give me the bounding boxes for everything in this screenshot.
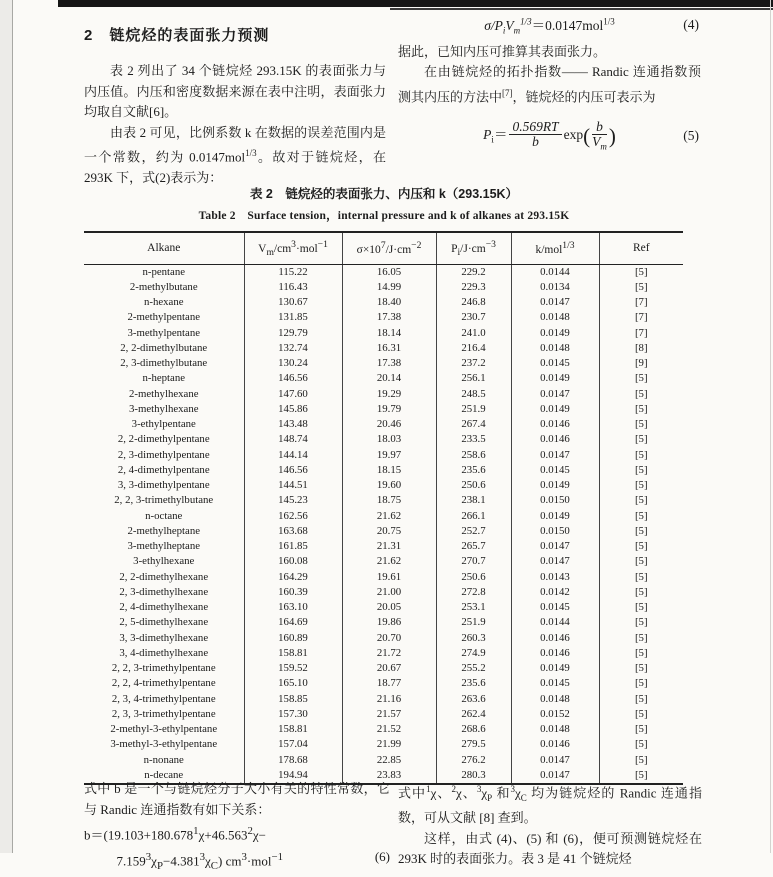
- value-cell: 0.0142: [511, 585, 599, 600]
- value-cell: 0.0149: [511, 478, 599, 493]
- value-cell: 272.8: [436, 585, 511, 600]
- value-cell: 19.29: [342, 387, 436, 402]
- alkane-cell: 3-methylpentane: [84, 326, 244, 341]
- ref-cell: [5]: [634, 723, 648, 735]
- equation-4: [398, 14, 701, 36]
- value-cell: 163.10: [244, 600, 342, 615]
- value-cell: 250.6: [436, 478, 511, 493]
- value-cell: 144.14: [244, 448, 342, 463]
- alkane-cell: 2, 4-dimethylhexane: [84, 600, 244, 615]
- value-cell: 0.0146: [511, 432, 599, 447]
- equation-6-text: $b=(19.103+180.678^1\chi+46.563^2\chi-$: [84, 825, 266, 843]
- value-cell: 16.05: [342, 264, 436, 280]
- alkane-cell: 2, 5-dimethylhexane: [84, 615, 244, 630]
- value-cell: 270.7: [436, 554, 511, 569]
- table-row: [84, 387, 683, 402]
- value-cell: 229.3: [436, 280, 511, 295]
- ref-cell: [9]: [634, 357, 648, 369]
- value-cell: 147.60: [244, 387, 342, 402]
- value-cell: 0.0148: [511, 341, 599, 356]
- value-cell: 148.74: [244, 432, 342, 447]
- ref-cell: [7]: [634, 311, 648, 324]
- value-cell: 20.67: [342, 661, 436, 676]
- value-cell: 0.0147: [511, 539, 599, 554]
- alkane-cell: 2, 2, 3-trimethylpentane: [84, 661, 244, 676]
- value-cell: 160.39: [244, 585, 342, 600]
- scan-artifact-right-edge: [770, 0, 771, 853]
- table-row: [84, 615, 683, 630]
- value-cell: 235.6: [436, 676, 511, 691]
- table-row: [84, 264, 683, 280]
- exp-function: exp: [563, 126, 584, 142]
- ref-cell: [5]: [634, 479, 648, 491]
- paragraph: 式中$^1$χ、$^2$χ、$^3\chi_P$ 和$^3\chi_C$ 均为链烷烃的 Randic 连通指数，可从文献 [8] 查到。: [398, 784, 702, 826]
- ref-cell: [7]: [634, 296, 648, 308]
- alkane-cell: 2, 2-dimethylpentane: [84, 432, 244, 447]
- alkane-cell: 3-methylhexane: [84, 402, 244, 417]
- ref-cell: [5]: [634, 585, 648, 598]
- ref-cell: [5]: [634, 707, 648, 720]
- table-row: [84, 463, 683, 478]
- value-cell: 19.79: [342, 402, 436, 417]
- alkane-cell: n-heptane: [84, 371, 244, 386]
- table-header: [84, 232, 683, 264]
- section-heading: 2 链烷烃的表面张力预测: [84, 27, 270, 44]
- value-cell: 0.0148: [511, 310, 599, 325]
- value-cell: 160.08: [244, 554, 342, 569]
- value-cell: 164.69: [244, 615, 342, 630]
- value-cell: 0.0147: [511, 448, 599, 463]
- ref-cell: [5]: [634, 616, 648, 629]
- value-cell: 146.56: [244, 371, 342, 386]
- ref-cell: [5]: [599, 768, 683, 784]
- fraction-denominator: $V_m$: [592, 134, 607, 153]
- value-cell: 20.05: [342, 600, 436, 615]
- alkane-cell: 2, 2-dimethylhexane: [84, 570, 244, 585]
- value-cell: 255.2: [436, 661, 511, 676]
- ref-cell: [5]: [634, 402, 648, 415]
- value-cell: 158.81: [244, 722, 342, 737]
- table-2-block: [84, 184, 684, 785]
- ref-cell: [5]: [634, 433, 648, 446]
- value-cell: 265.7: [436, 539, 511, 554]
- value-cell: 115.22: [244, 264, 342, 280]
- alkane-cell: 2, 3-dimethylbutane: [84, 356, 244, 371]
- table-row: [84, 326, 683, 341]
- ref-cell: [5]: [634, 448, 648, 461]
- value-cell: 263.6: [436, 692, 511, 707]
- value-cell: 158.85: [244, 692, 342, 707]
- alkane-cell: n-octane: [84, 509, 244, 524]
- value-cell: 251.9: [436, 615, 511, 630]
- value-cell: 0.0145: [511, 600, 599, 615]
- value-cell: 21.62: [342, 509, 436, 524]
- value-cell: 160.89: [244, 631, 342, 646]
- value-cell: 18.14: [342, 326, 436, 341]
- value-cell: 130.24: [244, 356, 342, 371]
- alkane-cell: n-decane: [84, 768, 244, 784]
- value-cell: 266.1: [436, 509, 511, 524]
- column-header: k/mol$^{1/3}$: [511, 232, 599, 264]
- equation-number: (5): [683, 128, 699, 144]
- value-cell: 145.23: [244, 493, 342, 508]
- table-row: [84, 524, 683, 539]
- value-cell: 161.85: [244, 539, 342, 554]
- value-cell: 17.38: [342, 310, 436, 325]
- alkane-data-table: [84, 231, 683, 785]
- value-cell: 241.0: [436, 326, 511, 341]
- alkane-cell: 3-ethylpentane: [84, 417, 244, 432]
- value-cell: 262.4: [436, 707, 511, 722]
- right-paren: ): [608, 123, 616, 148]
- equation-number: (6): [374, 849, 390, 865]
- equation-6-line1: [84, 820, 390, 846]
- ref-cell: [5]: [634, 677, 648, 690]
- alkane-cell: 3, 4-dimethylhexane: [84, 646, 244, 661]
- ref-cell: [5]: [634, 555, 648, 568]
- value-cell: 165.10: [244, 676, 342, 691]
- value-cell: 229.2: [436, 264, 511, 280]
- value-cell: 0.0147: [511, 753, 599, 768]
- value-cell: 20.75: [342, 524, 436, 539]
- value-cell: 0.0146: [511, 737, 599, 752]
- value-cell: 162.56: [244, 509, 342, 524]
- ref-cell: [8]: [634, 341, 648, 354]
- value-cell: 280.3: [436, 768, 511, 784]
- value-cell: 17.38: [342, 356, 436, 371]
- value-cell: 0.0149: [511, 509, 599, 524]
- equation-4-lhs: $\sigma/P_iV_m^{1/3}$: [484, 16, 532, 36]
- value-cell: 0.0150: [511, 493, 599, 508]
- alkane-cell: 2, 2, 3-trimethylbutane: [84, 493, 244, 508]
- value-cell: 260.3: [436, 631, 511, 646]
- table-row: [84, 661, 683, 676]
- scan-artifact-top-bar: [58, 0, 773, 7]
- value-cell: 21.00: [342, 585, 436, 600]
- value-cell: 279.5: [436, 737, 511, 752]
- value-cell: 248.5: [436, 387, 511, 402]
- table-row: [84, 310, 683, 325]
- table-row: [84, 646, 683, 661]
- value-cell: 18.15: [342, 463, 436, 478]
- table-row: [84, 554, 683, 569]
- table-row: [84, 737, 683, 752]
- value-cell: 233.5: [436, 432, 511, 447]
- table-row: [84, 692, 683, 707]
- value-cell: 0.0149: [511, 661, 599, 676]
- value-cell: 19.97: [342, 448, 436, 463]
- value-cell: 116.43: [244, 280, 342, 295]
- alkane-cell: 2, 4-dimethylpentane: [84, 463, 244, 478]
- table-row: [84, 676, 683, 691]
- alkane-cell: 2-methylbutane: [84, 280, 244, 295]
- value-cell: 21.62: [342, 554, 436, 569]
- value-cell: 0.0148: [511, 692, 599, 707]
- value-cell: 19.60: [342, 478, 436, 493]
- value-cell: 0.0134: [511, 280, 599, 295]
- table-caption-zh: 表 2 链烷烃的表面张力、内压和 k（293.15K）: [249, 187, 519, 201]
- ref-cell: [5]: [634, 509, 648, 522]
- value-cell: 20.46: [342, 417, 436, 432]
- value-cell: 0.0145: [511, 356, 599, 371]
- table-row: [84, 707, 683, 722]
- value-cell: 23.83: [342, 768, 436, 784]
- value-cell: 18.77: [342, 676, 436, 691]
- equation-5: [398, 120, 701, 153]
- table-row: [84, 631, 683, 646]
- value-cell: 18.40: [342, 295, 436, 310]
- fraction: [592, 120, 607, 153]
- value-cell: 0.0152: [511, 707, 599, 722]
- value-cell: 0.0147: [511, 768, 599, 784]
- value-cell: 0.0147: [511, 387, 599, 402]
- value-cell: 274.9: [436, 646, 511, 661]
- bottom-right-column: [398, 779, 702, 870]
- value-cell: 246.8: [436, 295, 511, 310]
- value-cell: 159.52: [244, 661, 342, 676]
- table-row: [84, 753, 683, 768]
- table-row: [84, 295, 683, 310]
- column-header: $P_i/J\cdot cm^{-3}$: [436, 232, 511, 264]
- value-cell: 253.1: [436, 600, 511, 615]
- ref-cell: [5]: [634, 418, 648, 430]
- table-body: [84, 264, 683, 784]
- value-cell: 0.0145: [511, 676, 599, 691]
- alkane-cell: 2-methylpentane: [84, 310, 244, 325]
- value-cell: 0.0147: [511, 554, 599, 569]
- value-cell: 268.6: [436, 722, 511, 737]
- table-row: [84, 570, 683, 585]
- alkane-cell: 2, 3, 3-trimethylpentane: [84, 707, 244, 722]
- value-cell: 18.03: [342, 432, 436, 447]
- value-cell: 19.86: [342, 615, 436, 630]
- equals-sign: ＝: [493, 126, 508, 142]
- table-row: [84, 509, 683, 524]
- table-row: [84, 402, 683, 417]
- fraction-numerator: b: [592, 120, 607, 136]
- alkane-cell: 2, 3-dimethylpentane: [84, 448, 244, 463]
- column-header: $\sigma\times 10^7/J\cdot cm^{-2}$: [342, 232, 436, 264]
- table-row: [84, 356, 683, 371]
- value-cell: 216.4: [436, 341, 511, 356]
- fraction-denominator: b: [532, 134, 539, 150]
- ref-cell: [5]: [634, 387, 648, 400]
- ref-cell: [5]: [634, 265, 648, 278]
- table-row: [84, 585, 683, 600]
- column-header: $V_m/cm^3\cdot mol^{-1}$: [244, 232, 342, 264]
- fraction-numerator: 0.569RT: [509, 120, 561, 136]
- equation-5-subscript: i: [491, 134, 494, 145]
- table-row: [84, 539, 683, 554]
- value-cell: 0.0150: [511, 524, 599, 539]
- value-cell: 235.6: [436, 463, 511, 478]
- ref-cell: [5]: [634, 692, 648, 705]
- alkane-cell: 3, 3-dimethylhexane: [84, 631, 244, 646]
- value-cell: 16.31: [342, 341, 436, 356]
- value-cell: 256.1: [436, 371, 511, 386]
- paragraph: 这样，由式 (4)、(5) 和 (6)，便可预测链烷烃在 293K 时的表面张力。表 3 是 41 个链烷烃: [398, 830, 702, 867]
- table-row: [84, 478, 683, 493]
- ref-cell: [5]: [634, 540, 648, 552]
- value-cell: 251.9: [436, 402, 511, 417]
- column-header: Ref: [599, 232, 683, 264]
- value-cell: 0.0148: [511, 722, 599, 737]
- table-row: [84, 280, 683, 295]
- value-cell: 145.86: [244, 402, 342, 417]
- value-cell: 237.2: [436, 356, 511, 371]
- value-cell: 21.52: [342, 722, 436, 737]
- value-cell: 21.16: [342, 692, 436, 707]
- table-row: [84, 432, 683, 447]
- value-cell: 21.31: [342, 539, 436, 554]
- ref-cell: [5]: [634, 494, 648, 507]
- table-row: [84, 417, 683, 432]
- value-cell: 238.1: [436, 493, 511, 508]
- table-row: [84, 448, 683, 463]
- equation-4-rhs: ＝0.0147mol$^{1/3}$: [531, 16, 615, 33]
- alkane-cell: 2-methylheptane: [84, 524, 244, 539]
- equation-5-variable: P: [483, 126, 492, 142]
- value-cell: 144.51: [244, 478, 342, 493]
- value-cell: 276.2: [436, 753, 511, 768]
- paragraph: 在由链烷烃的拓扑指数—— Randic 连通指数预测其内压的方法中[7]，链烷烃的内压可表示为: [398, 64, 701, 105]
- value-cell: 252.7: [436, 524, 511, 539]
- value-cell: 129.79: [244, 326, 342, 341]
- alkane-cell: 3, 3-dimethylpentane: [84, 478, 244, 493]
- value-cell: 0.0144: [511, 264, 599, 280]
- scan-artifact-left-edge: [0, 0, 13, 853]
- value-cell: 0.0144: [511, 615, 599, 630]
- value-cell: 14.99: [342, 280, 436, 295]
- ref-cell: [5]: [634, 601, 648, 613]
- alkane-cell: 2, 2-dimethylbutane: [84, 341, 244, 356]
- table-caption-en: Table 2 Surface tension，internal pressure and k of alkanes at 293.15K: [198, 210, 570, 222]
- alkane-cell: 2, 3, 4-trimethylpentane: [84, 692, 244, 707]
- ref-cell: [5]: [634, 280, 648, 293]
- value-cell: 0.0143: [511, 570, 599, 585]
- table-row: [84, 493, 683, 508]
- value-cell: 157.30: [244, 707, 342, 722]
- alkane-cell: 2, 2, 4-trimethylpentane: [84, 676, 244, 691]
- value-cell: 130.67: [244, 295, 342, 310]
- value-cell: 21.57: [342, 707, 436, 722]
- alkane-cell: n-hexane: [84, 295, 244, 310]
- value-cell: 163.68: [244, 524, 342, 539]
- alkane-cell: 2, 3-dimethylhexane: [84, 585, 244, 600]
- value-cell: 19.61: [342, 570, 436, 585]
- value-cell: 18.75: [342, 493, 436, 508]
- ref-cell: [5]: [634, 662, 648, 674]
- paragraph: 由表 2 可见，比例系数 k 在数据的误差范围内是一个常数，约为 0.0147mol$^{1/3}$。故对于链烷烃，在 293K 下，式(2)表示为：: [84, 124, 386, 185]
- value-cell: 0.0149: [511, 326, 599, 341]
- right-text-column: [398, 8, 701, 159]
- value-cell: 21.72: [342, 646, 436, 661]
- equation-6-text: $7.159^3\chi_P-4.381^3\chi_C$) $cm^3\cdot mol^{-1}$: [116, 851, 283, 873]
- value-cell: 21.99: [342, 737, 436, 752]
- paragraph: 据此，已知内压可推算其表面张力。: [398, 43, 607, 59]
- alkane-cell: 3-ethylhexane: [84, 554, 244, 569]
- value-cell: 230.7: [436, 310, 511, 325]
- paragraph: 式中 b 是一个与链烷烃分子大小有关的特性常数，它与 Randic 连通指数有如下关系：: [84, 781, 390, 817]
- equation-6-line2: [84, 846, 390, 877]
- value-cell: 0.0147: [511, 295, 599, 310]
- ref-cell: [5]: [634, 631, 648, 644]
- value-cell: 250.6: [436, 570, 511, 585]
- value-cell: 164.29: [244, 570, 342, 585]
- value-cell: 0.0146: [511, 646, 599, 661]
- table-row: [84, 600, 683, 615]
- ref-cell: [7]: [634, 326, 648, 339]
- alkane-cell: 2-methylhexane: [84, 387, 244, 402]
- left-paren: (: [583, 123, 591, 148]
- value-cell: 0.0149: [511, 371, 599, 386]
- column-header: Alkane: [84, 232, 244, 264]
- table-row: [84, 722, 683, 737]
- value-cell: 267.4: [436, 417, 511, 432]
- value-cell: 132.74: [244, 341, 342, 356]
- alkane-cell: 3-methyl-3-ethylpentane: [84, 737, 244, 752]
- value-cell: 0.0149: [511, 402, 599, 417]
- value-cell: 131.85: [244, 310, 342, 325]
- ref-cell: [5]: [634, 372, 648, 385]
- value-cell: 0.0146: [511, 631, 599, 646]
- value-cell: 146.56: [244, 463, 342, 478]
- value-cell: 22.85: [342, 753, 436, 768]
- alkane-cell: n-pentane: [84, 264, 244, 280]
- value-cell: 178.68: [244, 753, 342, 768]
- alkane-cell: 2-methyl-3-ethylpentane: [84, 722, 244, 737]
- alkane-cell: 3-methylheptane: [84, 539, 244, 554]
- value-cell: 157.04: [244, 737, 342, 752]
- ref-cell: [5]: [634, 753, 648, 766]
- value-cell: 20.14: [342, 371, 436, 386]
- ref-cell: [5]: [634, 738, 648, 751]
- ref-cell: [5]: [634, 463, 648, 476]
- value-cell: 143.48: [244, 417, 342, 432]
- fraction: [509, 120, 561, 151]
- ref-cell: [5]: [634, 646, 648, 659]
- value-cell: 194.94: [244, 768, 342, 784]
- table-row: [84, 371, 683, 386]
- ref-cell: [5]: [634, 570, 648, 583]
- value-cell: 20.70: [342, 631, 436, 646]
- value-cell: 0.0146: [511, 417, 599, 432]
- left-text-column: [84, 24, 386, 188]
- paragraph: 表 2 列出了 34 个链烷烃 293.15K 的表面张力与内压值。内压和密度数据来源在表中注明，表面张力均取自文献[6]。: [84, 63, 386, 119]
- value-cell: 0.0145: [511, 463, 599, 478]
- alkane-cell: n-nonane: [84, 753, 244, 768]
- bottom-left-column: [84, 779, 390, 877]
- value-cell: 258.6: [436, 448, 511, 463]
- equation-number: (4): [683, 16, 699, 32]
- value-cell: 158.81: [244, 646, 342, 661]
- table-row: [84, 341, 683, 356]
- ref-cell: [5]: [634, 524, 648, 537]
